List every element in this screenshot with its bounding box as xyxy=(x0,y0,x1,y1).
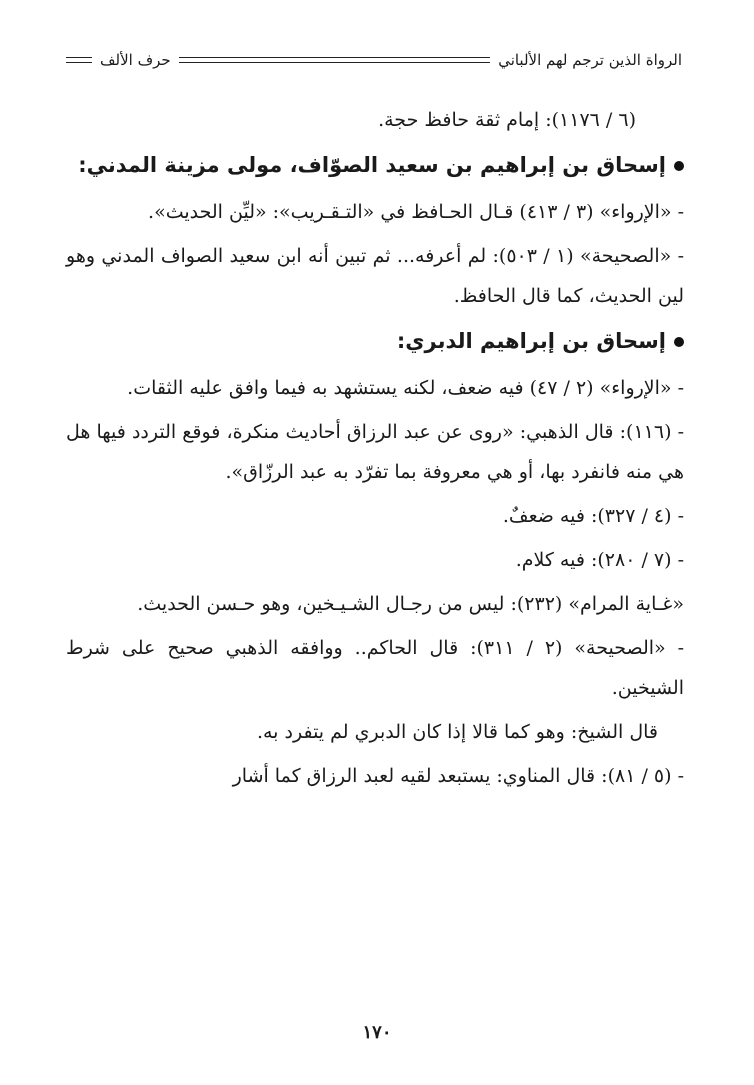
paragraph: - (٤ / ٣٢٧): فيه ضعفٌ. xyxy=(502,505,684,527)
paragraph: - «الصحيحة» (١ / ٥٠٣): لم أعرفه... ثم تبين أنه ابن سعيد الصواف المدني وهو لين الحديث، كما قال الحافظ. xyxy=(66,245,684,307)
page-number: ١٧٠ xyxy=(362,1022,392,1043)
book-title: الرواة الذين ترجم لهم الألباني xyxy=(498,51,682,69)
paragraph: - «الإرواء» (٣ / ٤١٣) قـال الحـافظ في «التـقـريب»: «ليِّن الحديث». xyxy=(148,201,684,223)
paragraph: (٦ / ١١٧٦): إمام ثقة حافظ حجة. xyxy=(378,109,636,131)
narrator-name: إسحاق بن إبراهيم الدبري: xyxy=(396,329,666,353)
page-body xyxy=(66,100,684,800)
paragraph: - «الإرواء» (٢ / ٤٧) فيه ضعف، لكنه يستشهد به فيما وافق عليه الثقات. xyxy=(127,377,684,399)
paragraph: - «الصحيحة» (٢ / ٣١١): قال الحاكم.. ووافقه الذهبي صحيح على شرط الشيخين. xyxy=(66,637,684,699)
running-header xyxy=(66,46,682,74)
chapter-title: حرف الألف xyxy=(100,51,171,69)
narrator-heading xyxy=(66,144,684,186)
bullet-icon xyxy=(674,161,684,171)
paragraph: «غـاية المرام» (٢٣٢): ليس من رجـال الشـيـخين، وهو حـسن الحديث. xyxy=(137,593,684,615)
paragraph: - (٥ / ٨١): قال المناوي: يستبعد لقيه لعبد الرزاق كما أشار xyxy=(232,765,684,787)
paragraph: قال الشيخ: وهو كما قالا إذا كان الدبري لم يتفرد به. xyxy=(256,721,658,743)
paragraph: - (١١٦): قال الذهبي: «روى عن عبد الرزاق أحاديث منكرة، فوقع التردد فيها هل هي منه فانفرد بها، أو هي معروفة بما تفرّد به عبد الرزّاق». xyxy=(66,421,684,483)
narrator-name: إسحاق بن إبراهيم بن سعيد الصوّاف، مولى مزينة المدني: xyxy=(78,153,666,177)
narrator-heading xyxy=(66,320,684,362)
header-rule-end xyxy=(66,57,92,63)
paragraph: - (٧ / ٢٨٠): فيه كلام. xyxy=(515,549,684,571)
bullet-icon xyxy=(674,337,684,347)
header-rule xyxy=(179,57,491,63)
